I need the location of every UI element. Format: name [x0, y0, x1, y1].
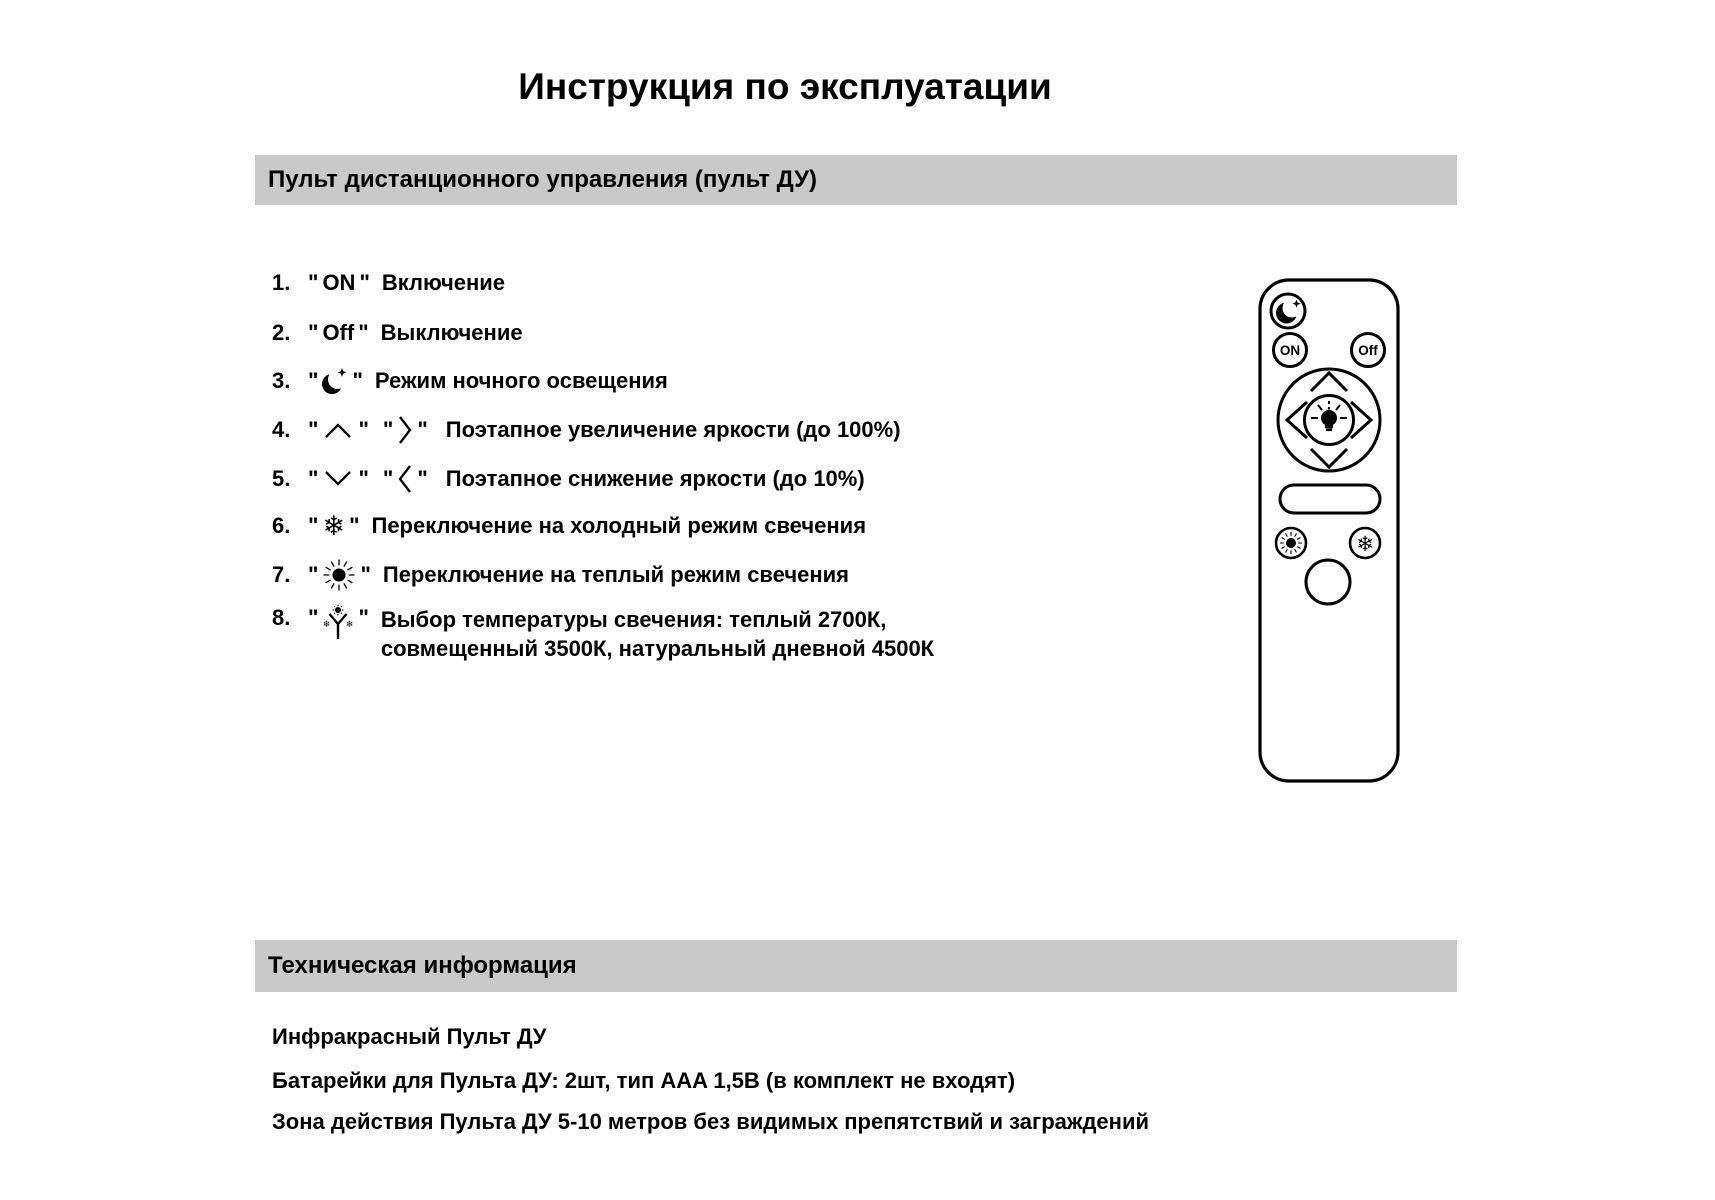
list-item: [272, 266, 505, 300]
item-description: Поэтапное увеличение яркости (до 100%): [445, 417, 901, 442]
item-number: 1.: [272, 270, 291, 295]
quote-mark: ": [308, 562, 319, 587]
item-description: Выключение: [380, 320, 523, 345]
cold-snowflake-icon: ❄: [1356, 532, 1374, 556]
remote-control-illustration: [1258, 278, 1400, 783]
item-number: 7.: [272, 562, 291, 587]
item-number: 8.: [272, 605, 291, 630]
svg-text:ON: ON: [1279, 343, 1301, 358]
item-description-line1: Выбор температуры свечения: теплый 2700К,: [380, 607, 887, 632]
item-description: Переключение на холодный режим свечения: [371, 513, 867, 538]
list-item: [272, 462, 865, 496]
quote-mark: ": [352, 368, 363, 393]
chevron-up-icon: [322, 420, 354, 440]
quote-mark: ": [308, 368, 319, 393]
svg-text:Off: Off: [1358, 343, 1378, 358]
list-item: [272, 316, 523, 350]
item-description: Режим ночного освещения: [374, 368, 668, 393]
quote-mark: ": [349, 513, 360, 538]
chevron-right-icon: [397, 414, 413, 446]
item-number: 6.: [272, 513, 291, 538]
item-number: 5.: [272, 466, 291, 491]
tech-info-line: Инфракрасный Пульт ДУ: [272, 1024, 547, 1049]
quote-mark: ": [358, 320, 369, 345]
temperature-select-icon: [322, 605, 354, 641]
quote-mark: ": [358, 417, 369, 442]
crescent-moon-icon: [322, 367, 348, 396]
chevron-left-icon: [397, 463, 413, 495]
svg-text:❄: ❄: [346, 620, 354, 630]
quote-mark: ": [308, 417, 319, 442]
quote-mark: ": [358, 605, 369, 630]
chevron-down-icon: [322, 469, 354, 489]
quote-mark: ": [358, 466, 369, 491]
quote-mark: ": [417, 466, 428, 491]
item-description: Переключение на теплый режим свечения: [382, 562, 850, 587]
list-item: [272, 558, 849, 592]
list-item: [272, 364, 668, 398]
item-number: 3.: [272, 368, 291, 393]
page-title: Инструкция по эксплуатации: [518, 66, 1052, 107]
item-description-line2: совмещенный 3500К, натуральный дневной 4500К: [380, 636, 935, 661]
warm-mode-button: [1276, 528, 1306, 558]
section-header-remote: Пульт дистанционного управления (пульт ДУ): [255, 155, 1457, 205]
quote-mark: ": [308, 320, 319, 345]
item-description: Поэтапное снижение яркости (до 10%): [445, 466, 865, 491]
quote-mark: ": [308, 270, 319, 295]
list-item: [272, 605, 934, 663]
item-number: 2.: [272, 320, 291, 345]
quote-mark: ": [308, 466, 319, 491]
quote-mark: ": [417, 417, 428, 442]
quote-mark: ": [382, 466, 394, 491]
tech-info-line: Батарейки для Пульта ДУ: 2шт, тип AAA 1,5В (в комплект не входят): [272, 1068, 1016, 1093]
item-description: [381, 605, 934, 663]
list-item: [272, 509, 866, 543]
mode-pill-button: [1280, 485, 1380, 513]
section-header-tech: Техническая информация: [255, 940, 1457, 992]
snowflake-icon: ❄: [322, 510, 346, 542]
quote-mark: ": [359, 270, 370, 295]
list-item: [272, 413, 901, 447]
off-label: Off: [322, 320, 355, 345]
item-description: Включение: [381, 270, 506, 295]
tech-info-line: Зона действия Пульта ДУ 5-10 метров без видимых препятствий и заграждений: [272, 1109, 1150, 1134]
item-number: 4.: [272, 417, 291, 442]
quote-mark: ": [308, 513, 319, 538]
quote-mark: ": [308, 605, 319, 630]
sun-warm-icon: [322, 558, 356, 592]
quote-mark: ": [382, 417, 394, 442]
on-label: ON: [322, 270, 356, 295]
svg-text:❄: ❄: [323, 620, 331, 630]
quote-mark: ": [360, 562, 371, 587]
